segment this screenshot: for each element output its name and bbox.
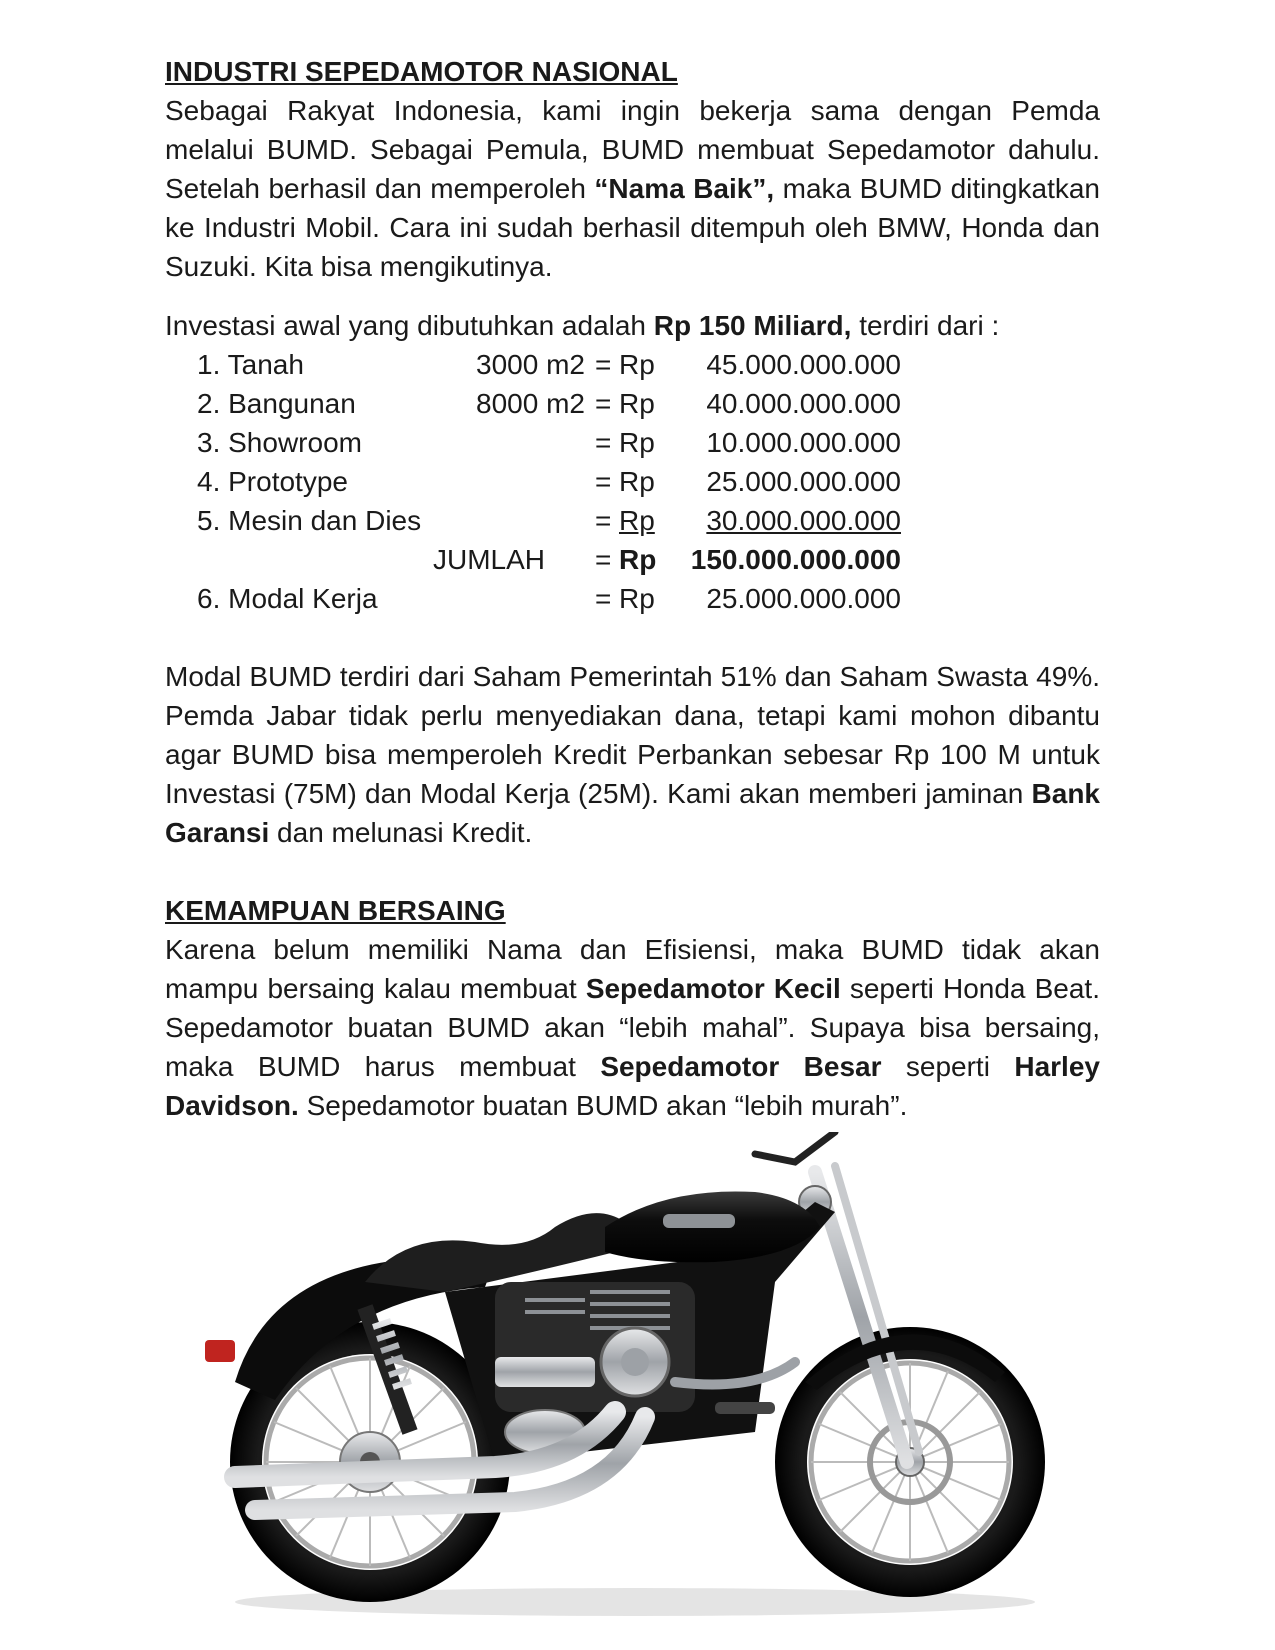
- table-row: 2. Bangunan 8000 m2 = Rp 40.000.000.000: [197, 388, 901, 419]
- table-row: 3. Showroom = Rp 10.000.000.000: [197, 427, 901, 458]
- tank-emblem: [663, 1214, 735, 1228]
- section-heading-kemampuan: KEMAMPUAN BERSAING: [165, 895, 506, 926]
- table-row: 1. Tanah 3000 m2 = Rp 45.000.000.000: [197, 349, 901, 380]
- table-row: 5. Mesin dan Dies = Rp 30.000.000.000: [197, 505, 901, 536]
- tail-light: [205, 1340, 235, 1362]
- section-heading-industri: INDUSTRI SEPEDAMOTOR NASIONAL: [165, 56, 678, 87]
- paragraph-modal: Modal BUMD terdiri dari Saham Pemerintah 51% dan Saham Swasta 49%. Pemda Jabar tidak perlu menyediakan dana, tetapi kami mohon dibantu agar BUMD bisa memperoleh Kredit Perbankan sebesar Rp 100 M untuk Investasi (75M) dan Modal Kerja (25M). Kami akan memberi jaminan Bank Garansi dan melunasi Kredit.: [165, 661, 1100, 848]
- investment-table: [197, 345, 901, 618]
- paragraph-competition: Karena belum memiliki Nama dan Efisiensi, maka BUMD tidak akan mampu bersaing kalau membuat Sepedamotor Kecil seperti Honda Beat. Sepedamotor buatan BUMD akan “lebih mahal”. Supaya bisa bersaing, maka BUMD harus membuat Sepedamotor Besar seperti Harley Davidson. Sepedamotor buatan BUMD akan “lebih murah”.: [165, 934, 1100, 1121]
- paragraph-intro: Sebagai Rakyat Indonesia, kami ingin bekerja sama dengan Pemda melalui BUMD. Sebagai Pemula, BUMD membuat Sepedamotor dahulu. Setelah berhasil dan memperoleh “Nama Baik”, maka BUMD ditingkatkan ke Industri Mobil. Cara ini sudah berhasil ditempuh oleh BMW, Honda dan Suzuki. Kita bisa mengikutinya.: [165, 95, 1101, 282]
- table-row-total: JUMLAH = Rp 150.000.000.000: [432, 544, 901, 575]
- investment-intro: Investasi awal yang dibutuhkan adalah Rp 150 Miliard, terdiri dari :: [165, 310, 1000, 341]
- table-row: 6. Modal Kerja = Rp 25.000.000.000: [197, 583, 901, 614]
- motorcycle-image: [195, 1132, 1075, 1622]
- table-row: 4. Prototype = Rp 25.000.000.000: [197, 466, 901, 497]
- document-page: [165, 52, 1100, 1125]
- footboard: [715, 1402, 775, 1414]
